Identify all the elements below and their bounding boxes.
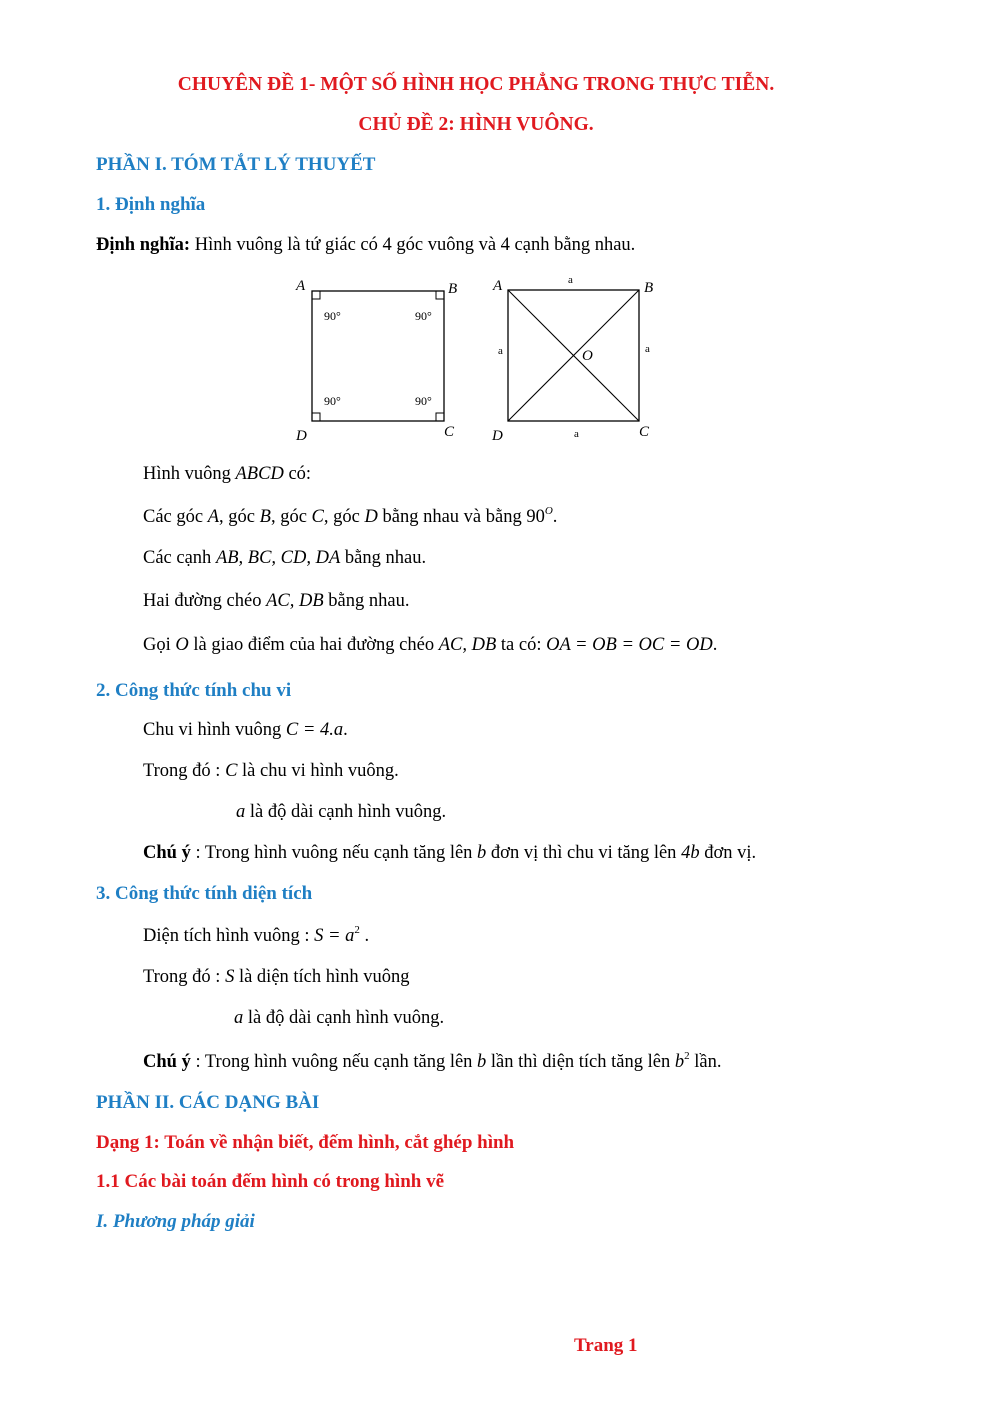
center-label-o: O <box>582 348 593 364</box>
math-sup: 2 <box>354 924 360 936</box>
side-label-bottom: a <box>574 428 579 440</box>
math-sup: O <box>544 505 553 517</box>
text: bằng nhau. <box>323 591 410 611</box>
text: bằng nhau và bằng <box>377 507 527 527</box>
sec2-line-3 <box>236 802 446 823</box>
angle-label-a: 90° <box>324 309 341 323</box>
sec2-line-1 <box>143 720 348 741</box>
math: 4b <box>681 843 700 863</box>
text: , góc <box>270 507 312 527</box>
sec3-line-2 <box>143 967 410 988</box>
vertex-label-b: B <box>448 281 458 297</box>
vertex-label-c: C <box>444 424 455 440</box>
math: AC, DB <box>266 591 324 611</box>
text: Gọi <box>143 635 176 655</box>
math: AB, BC, CD, DA <box>215 548 341 568</box>
sec2-line-2 <box>143 761 399 782</box>
math: A <box>207 507 220 527</box>
text: là giao điểm của hai đường chéo <box>188 635 439 655</box>
math: a <box>236 802 246 822</box>
vertex-label-d: D <box>296 428 307 444</box>
text: : Trong hình vuông nếu cạnh tăng lên <box>190 843 478 863</box>
text: Hai đường chéo <box>143 591 267 611</box>
text: là độ dài cạnh hình vuông. <box>245 802 447 822</box>
text: . <box>552 507 558 527</box>
part2-heading: PHẦN II. CÁC DẠNG BÀI <box>96 1092 320 1113</box>
side-label-left: a <box>498 345 503 357</box>
math: b <box>477 843 487 863</box>
text: đơn vị. <box>699 843 757 863</box>
text: Các góc <box>143 507 208 527</box>
angle-label-b: 90° <box>415 309 432 323</box>
text: là độ dài cạnh hình vuông. <box>243 1008 445 1028</box>
text: bằng nhau. <box>340 548 427 568</box>
text: . <box>712 635 718 655</box>
math: b <box>674 1052 685 1072</box>
math: b <box>477 1052 487 1072</box>
math: O <box>175 635 189 655</box>
math: C = 4.a <box>285 720 344 740</box>
square-figures <box>290 268 670 448</box>
sec3-line-1 <box>143 926 369 947</box>
math: B <box>259 507 271 527</box>
text: Diện tích hình vuông : <box>143 926 315 946</box>
text: là diện tích hình vuông <box>234 967 410 987</box>
doc-subtitle: CHỦ ĐỀ 2: HÌNH VUÔNG. <box>358 114 594 135</box>
text: , góc <box>219 507 260 527</box>
math: a <box>234 1008 244 1028</box>
text: Hình vuông <box>143 464 236 484</box>
text: . <box>359 926 370 946</box>
definition-text: Hình vuông là tứ giác có 4 góc vuông và 4 cạnh bằng nhau. <box>190 235 636 255</box>
math: S <box>225 967 235 987</box>
sub11-heading: 1.1 Các bài toán đếm hình có trong hình vẽ <box>96 1171 445 1192</box>
page-number: Trang 1 <box>574 1335 638 1356</box>
dang1-heading: Dạng 1: Toán về nhận biết, đếm hình, cắt ghép hình <box>96 1132 515 1153</box>
text: lần. <box>689 1052 722 1072</box>
text: là chu vi hình vuông. <box>237 761 399 781</box>
prop-line-1 <box>143 464 311 485</box>
definition-label: Định nghĩa: <box>96 235 191 255</box>
sec2-note <box>143 843 756 864</box>
text: . <box>343 720 348 740</box>
prop-line-2 <box>143 507 557 528</box>
sec3-heading: 3. Công thức tính diện tích <box>96 883 313 904</box>
doc-title: CHUYÊN ĐỀ 1- MỘT SỐ HÌNH HỌC PHẲNG TRONG THỰC TIỄN. <box>177 74 775 95</box>
vertex-label-c2: C <box>639 424 650 440</box>
side-label-right: a <box>645 343 650 355</box>
figure-left-square <box>295 278 457 444</box>
note-label: Chú ý <box>143 1052 191 1072</box>
vertex-label-d2: D <box>492 428 503 444</box>
text: Chu vi hình vuông <box>143 720 286 740</box>
text: đơn vị thì chu vi tăng lên <box>486 843 682 863</box>
sec3-note <box>143 1052 721 1073</box>
prop-line-4 <box>143 591 409 612</box>
prop-line-5 <box>143 635 717 656</box>
text: Trong đó : <box>143 761 226 781</box>
math: C <box>311 507 324 527</box>
vertex-label-a2: A <box>493 278 503 294</box>
text: Các cạnh <box>143 548 216 568</box>
text: lần thì diện tích tăng lên <box>486 1052 675 1072</box>
math: OA = OB = OC = OD <box>546 635 713 655</box>
math-sup: 2 <box>684 1050 690 1062</box>
text: Trong đó : <box>143 967 226 987</box>
method-heading: I. Phương pháp giải <box>96 1211 255 1232</box>
text: có: <box>283 464 312 484</box>
text: ta có: <box>496 635 547 655</box>
note-label: Chú ý <box>143 843 191 863</box>
angle-label-d: 90° <box>324 394 341 408</box>
math: AC, DB <box>438 635 497 655</box>
math: 90 <box>526 507 545 527</box>
figure-right-square <box>491 274 653 444</box>
angle-label-c: 90° <box>415 394 432 408</box>
math: C <box>225 761 238 781</box>
math: ABCD <box>235 464 284 484</box>
sec1-heading: 1. Định nghĩa <box>96 194 206 215</box>
sec3-line-3 <box>234 1008 444 1029</box>
part1-heading: PHẦN I. TÓM TẮT LÝ THUYẾT <box>96 154 376 175</box>
sec2-heading: 2. Công thức tính chu vi <box>96 680 292 701</box>
text: : Trong hình vuông nếu cạnh tăng lên <box>190 1052 478 1072</box>
side-label-top: a <box>568 274 573 286</box>
definition-line <box>96 235 635 256</box>
vertex-label-b2: B <box>644 280 654 296</box>
math: D <box>364 507 378 527</box>
math: S = a <box>314 926 355 946</box>
prop-line-3 <box>143 548 426 569</box>
vertex-label-a: A <box>296 278 306 294</box>
text: , góc <box>323 507 365 527</box>
